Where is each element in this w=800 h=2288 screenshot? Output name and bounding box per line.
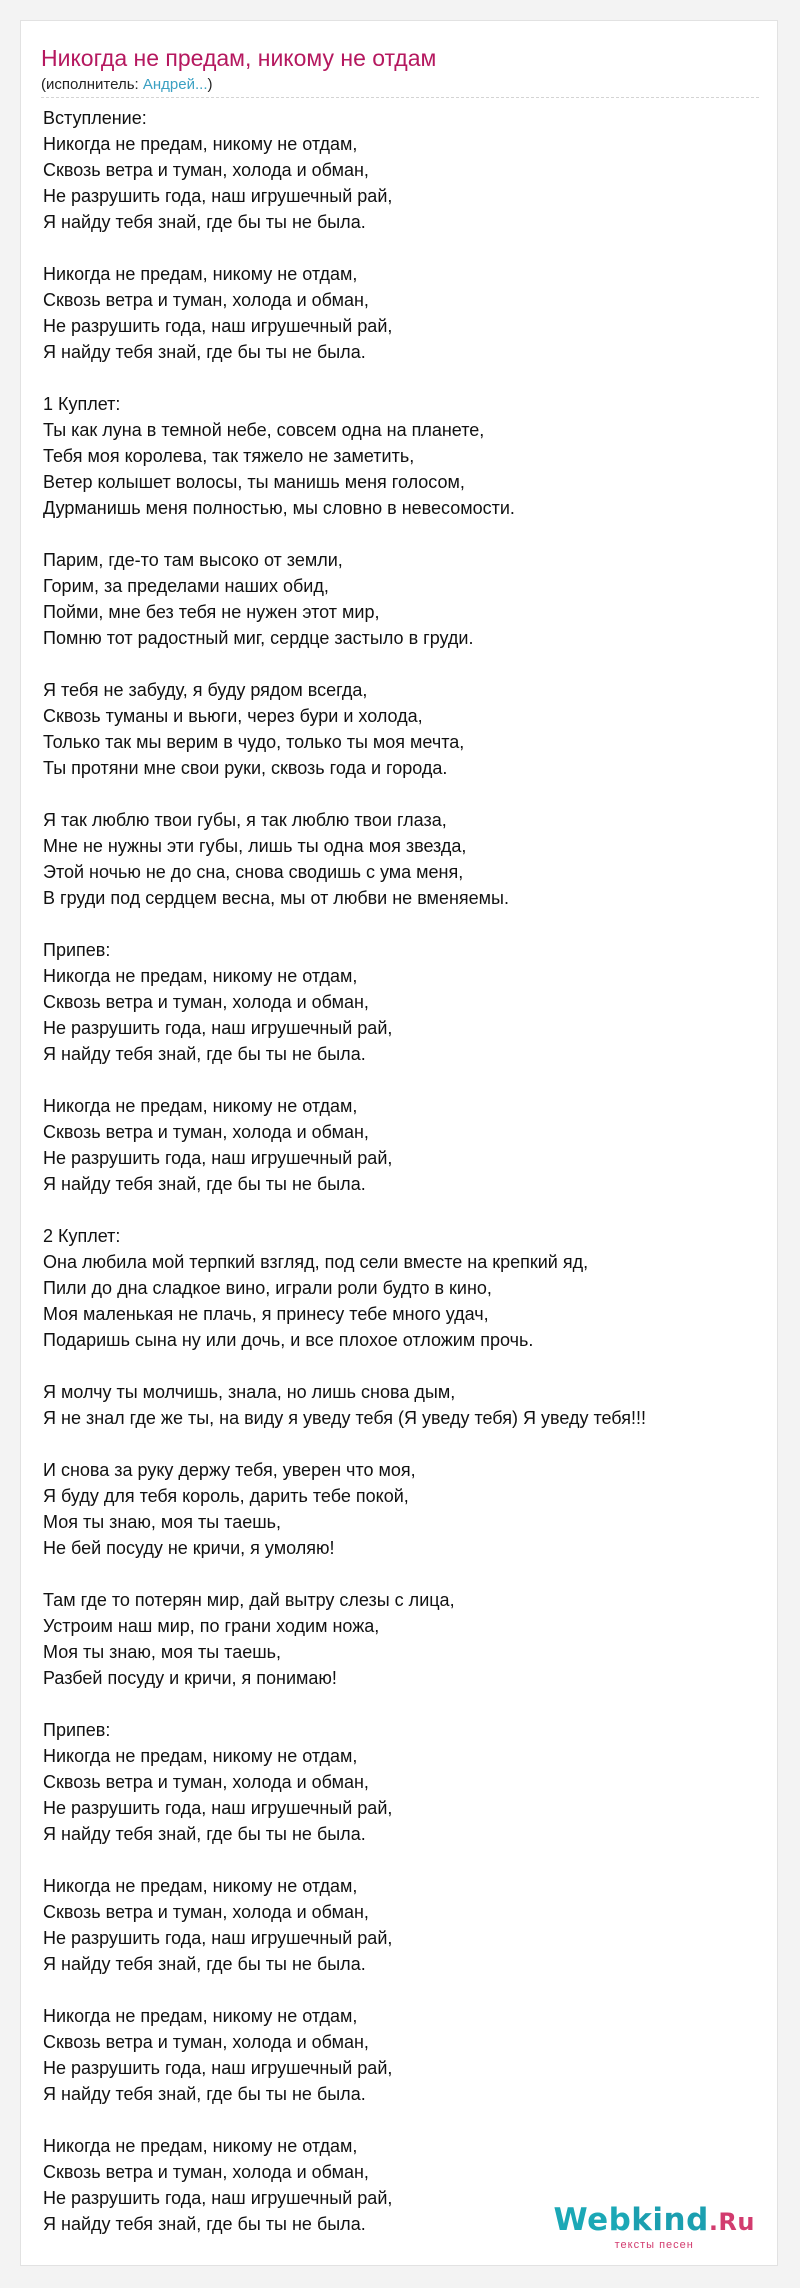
lyric-line: Не разрушить года, наш игрушечный рай, <box>43 1928 393 1948</box>
lyric-blank-line <box>43 781 763 807</box>
lyric-line: Сквозь ветра и туман, холода и обман, <box>43 160 369 180</box>
lyric-line: Я найду тебя знай, где бы ты не была. <box>43 1954 366 1974</box>
lyric-line: Я найду тебя знай, где бы ты не была. <box>43 212 366 232</box>
lyric-line: Моя ты знаю, моя ты таешь, <box>43 1642 282 1662</box>
lyric-blank-line <box>43 2107 763 2133</box>
lyric-line: Моя маленькая не плачь, я принесу тебе много удач, <box>43 1304 489 1324</box>
lyrics-card <box>20 20 778 2266</box>
lyric-blank-line <box>43 521 763 547</box>
lyric-line: Не бей посуду не кричи, я умоляю! <box>43 1538 335 1558</box>
lyric-line: И снова за руку держу тебя, уверен что моя, <box>43 1460 416 1480</box>
lyric-blank-line <box>43 1067 763 1093</box>
lyric-line: Сквозь ветра и туман, холода и обман, <box>43 2032 369 2052</box>
lyric-line: Сквозь ветра и туман, холода и обман, <box>43 1772 369 1792</box>
lyric-line: Я найду тебя знай, где бы ты не была. <box>43 1174 366 1194</box>
lyric-line: Ты как луна в темной небе, совсем одна на планете, <box>43 420 485 440</box>
lyric-line: Я найду тебя знай, где бы ты не была. <box>43 1044 366 1064</box>
artist-prefix: (исполнитель: <box>41 76 143 93</box>
lyric-blank-line <box>43 1353 763 1379</box>
song-title: Никогда не предам, никому не отдам <box>41 45 437 71</box>
lyric-line: Только так мы верим в чудо, только ты моя мечта, <box>43 732 465 752</box>
lyric-line: Припев: <box>43 940 111 960</box>
lyric-line: Моя ты знаю, моя ты таешь, <box>43 1512 282 1532</box>
lyric-line: Ветер колышет волосы, ты манишь меня голосом, <box>43 472 465 492</box>
lyric-line: Я тебя не забуду, я буду рядом всегда, <box>43 680 368 700</box>
logo-tagline: тексты песен <box>614 2239 694 2251</box>
lyric-line: В груди под сердцем весна, мы от любви не вменяемы. <box>43 888 509 908</box>
lyric-line: Не разрушить года, наш игрушечный рай, <box>43 2188 393 2208</box>
lyric-line: Этой ночью не до сна, снова сводишь с ума меня, <box>43 862 464 882</box>
lyric-line: Горим, за пределами наших обид, <box>43 576 329 596</box>
lyric-line: Я найду тебя знай, где бы ты не была. <box>43 2214 366 2234</box>
lyric-line: Я не знал где же ты, на виду я уведу тебя (Я уведу тебя) Я уведу тебя!!! <box>43 1408 646 1428</box>
lyric-blank-line <box>43 911 763 937</box>
logo-web: Web <box>553 2202 632 2238</box>
lyric-line: Припев: <box>43 1720 111 1740</box>
lyric-blank-line <box>43 1431 763 1457</box>
lyric-line: Ты протяни мне свои руки, сквозь года и города. <box>43 758 448 778</box>
lyric-line: Помню тот радостный миг, сердце застыло в груди. <box>43 628 474 648</box>
lyric-line: Не разрушить года, наш игрушечный рай, <box>43 2058 393 2078</box>
header-divider <box>41 97 759 98</box>
lyric-line: Пили до дна сладкое вино, играли роли будто в кино, <box>43 1278 492 1298</box>
logo-tld: .Ru <box>708 2208 755 2236</box>
lyric-line: Никогда не предам, никому не отдам, <box>43 966 358 986</box>
lyric-line: Никогда не предам, никому не отдам, <box>43 2006 358 2026</box>
artist-suffix: ) <box>207 76 213 93</box>
lyric-blank-line <box>43 1197 763 1223</box>
lyric-line: Я найду тебя знай, где бы ты не была. <box>43 1824 366 1844</box>
lyric-line: Сквозь ветра и туман, холода и обман, <box>43 2162 369 2182</box>
lyric-line: Я буду для тебя король, дарить тебе покой, <box>43 1486 409 1506</box>
lyric-line: Не разрушить года, наш игрушечный рай, <box>43 1018 393 1038</box>
lyric-line: Не разрушить года, наш игрушечный рай, <box>43 316 393 336</box>
lyric-line: Сквозь ветра и туман, холода и обман, <box>43 1902 369 1922</box>
lyric-line: Никогда не предам, никому не отдам, <box>43 2136 358 2156</box>
lyric-line: Парим, где-то там высоко от земли, <box>43 550 343 570</box>
lyric-line: 2 Куплет: <box>43 1226 121 1246</box>
lyric-line: Не разрушить года, наш игрушечный рай, <box>43 1148 393 1168</box>
lyric-blank-line <box>43 1847 763 1873</box>
lyric-line: Я так люблю твои губы, я так люблю твои глаза, <box>43 810 447 830</box>
lyric-line: Не разрушить года, наш игрушечный рай, <box>43 1798 393 1818</box>
lyric-line: Тебя моя королева, так тяжело не заметить, <box>43 446 415 466</box>
lyric-line: 1 Куплет: <box>43 394 121 414</box>
lyric-line: Сквозь ветра и туман, холода и обман, <box>43 1122 369 1142</box>
artist-line <box>41 75 212 95</box>
lyric-line: Там где то потерян мир, дай вытру слезы с лица, <box>43 1590 455 1610</box>
lyric-line: Я найду тебя знай, где бы ты не была. <box>43 2084 366 2104</box>
lyric-blank-line <box>43 1691 763 1717</box>
lyric-line: Никогда не предам, никому не отдам, <box>43 264 358 284</box>
lyric-line: Устроим наш мир, по грани ходим ножа, <box>43 1616 380 1636</box>
lyric-line: Никогда не предам, никому не отдам, <box>43 1876 358 1896</box>
lyric-blank-line <box>43 235 763 261</box>
lyric-line: Сквозь ветра и туман, холода и обман, <box>43 992 369 1012</box>
lyric-blank-line <box>43 651 763 677</box>
lyrics-text <box>43 105 763 2237</box>
lyric-line: Я найду тебя знай, где бы ты не была. <box>43 342 366 362</box>
lyric-line: Никогда не предам, никому не отдам, <box>43 1746 358 1766</box>
lyric-line: Я молчу ты молчишь, знала, но лишь снова дым, <box>43 1382 456 1402</box>
lyric-line: Пойми, мне без тебя не нужен этот мир, <box>43 602 380 622</box>
lyric-line: Сквозь ветра и туман, холода и обман, <box>43 290 369 310</box>
lyric-blank-line <box>43 365 763 391</box>
lyric-line: Подаришь сына ну или дочь, и все плохое отложим прочь. <box>43 1330 534 1350</box>
lyric-line: Вступление: <box>43 108 147 128</box>
lyric-line: Дурманишь меня полностью, мы словно в невесомости. <box>43 498 515 518</box>
lyric-blank-line <box>43 1561 763 1587</box>
artist-link[interactable]: Андрей... <box>142 76 208 93</box>
logo-kind: kind <box>631 2202 709 2238</box>
lyric-line: Она любила мой терпкий взгляд, под сели вместе на крепкий яд, <box>43 1252 589 1272</box>
lyric-line: Никогда не предам, никому не отдам, <box>43 1096 358 1116</box>
lyric-line: Никогда не предам, никому не отдам, <box>43 134 358 154</box>
webkind-logo[interactable] <box>553 2203 755 2251</box>
lyric-line: Не разрушить года, наш игрушечный рай, <box>43 186 393 206</box>
lyric-line: Разбей посуду и кричи, я понимаю! <box>43 1668 337 1688</box>
logo-wordmark <box>553 2203 755 2239</box>
lyric-line: Сквозь туманы и вьюги, через бури и холода, <box>43 706 423 726</box>
lyric-line: Мне не нужны эти губы, лишь ты одна моя звезда, <box>43 836 467 856</box>
lyric-blank-line <box>43 1977 763 2003</box>
